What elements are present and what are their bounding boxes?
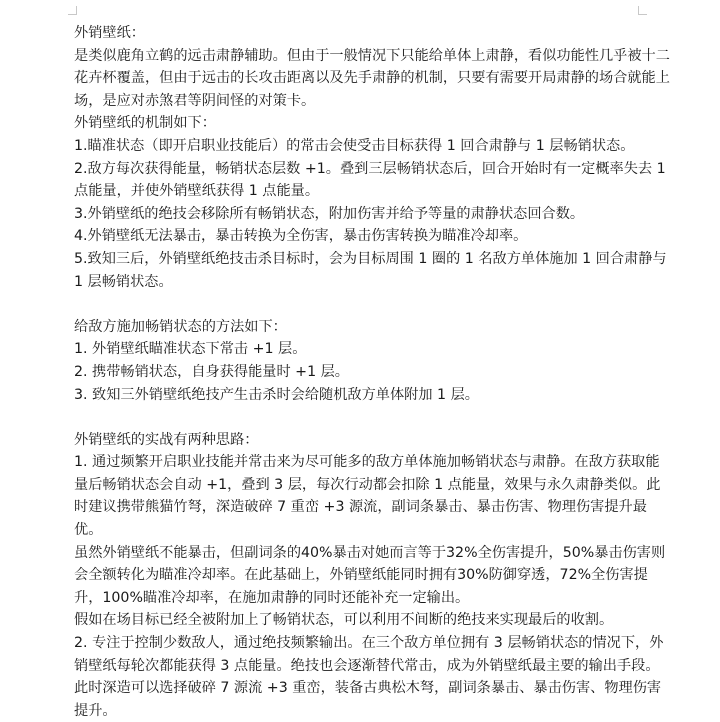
methods-item-3: 3. 致知三外销壁纸绝技产生击杀时会给随机敌方单体附加 1 层。 (74, 386, 479, 403)
strategy-heading: 外销壁纸的实战有两种思路： (74, 431, 259, 448)
doc-title: 外销壁纸： (74, 25, 145, 41)
paragraph-spacer (74, 406, 672, 429)
mechanics-item-1: 1.瞄准状态（即开启职业技能后）的常击会使受击目标获得 1 回合肃静与 1 层畅销状态。 (74, 137, 635, 154)
mechanics-item-3: 3.外销壁纸的绝技会移除所有畅销状态，附加伤害并给予等量的肃静状态回合数。 (74, 205, 585, 222)
mechanics-item-4: 4.外销壁纸无法暴击，暴击转换为全伤害，暴击伤害转换为瞄准冷却率。 (74, 228, 528, 245)
strategy-item-1: 1. 通过频繁开启职业技能并常击来为尽可能多的敌方单体施加畅销状态与肃静。在敌方获取能量后畅销状态会自动 +1，叠到 3 层，每次行动都会扣除 1 点能量，效果与永久肃静类似。此时建议携带熊猫竹弩，深造破碎 7 重峦 +3 源流，副词条暴击、暴击伤害、物理伤害提升最优。 (74, 454, 661, 539)
strategy-item-3: 假如在场目标已经全被附加上了畅销状态，可以利用不间断的绝技来实现最后的收割。 (74, 612, 614, 629)
mechanics-item-5: 5.致知三后，外销壁纸绝技击杀目标时，会为目标周围 1 圈的 1 名敌方单体施加 1 回合肃静与 1 层畅销状态。 (74, 250, 672, 290)
intro-paragraph: 是类似鹿角立鹤的远击肃静辅助。但由于一般情况下只能给单体上肃静，看似功能性几乎被十二花卉杯覆盖，但由于远击的长攻击距离以及先手肃静的机制，只要有需要开局肃静的场合就能上场，是应对赤煞君等阴间怪的对策卡。 (74, 47, 670, 109)
document-body (74, 22, 672, 722)
mechanics-item-2: 2.敌方每次获得能量，畅销状态层数 +1。叠到三层畅销状态后，回合开始时有一定概率失去 1 点能量，并使外销壁纸获得 1 点能量。 (74, 160, 671, 200)
mechanics-heading: 外销壁纸的机制如下： (74, 115, 216, 132)
strategy-item-5: 此时深造可以选择破碎 7 源流 +3 重峦，装备古典松木弩，副词条暴击、暴击伤害、物理伤害提升。 (74, 680, 662, 719)
methods-item-2: 2. 携带畅销状态，自身获得能量时 +1 层。 (74, 363, 349, 380)
methods-item-1: 1. 外销壁纸瞄准状态下常击 +1 层。 (74, 341, 307, 358)
methods-heading: 给敌方施加畅销状态的方法如下： (74, 318, 287, 335)
page-corner-mark-left (68, 6, 77, 15)
strategy-item-4: 2. 专注于控制少数敌人，通过绝技频繁输出。在三个敌方单位拥有 3 层畅销状态的情况下，外销壁纸每轮次都能获得 3 点能量。绝技也会逐渐替代常击，成为外销壁纸最主要的输出手段。 (74, 635, 664, 674)
paragraph-spacer (74, 293, 672, 316)
strategy-item-2: 虽然外销壁纸不能暴击，但副词条的40%暴击对她而言等于32%全伤害提升，50%暴击伤害则会全额转化为瞄准冷却率。在此基础上，外销壁纸能同时拥有30%防御穿透，72%全伤害提升，100%瞄准冷却率，在施加肃静的同时还能补充一定输出。 (74, 544, 666, 606)
page-corner-mark-right (638, 6, 647, 15)
